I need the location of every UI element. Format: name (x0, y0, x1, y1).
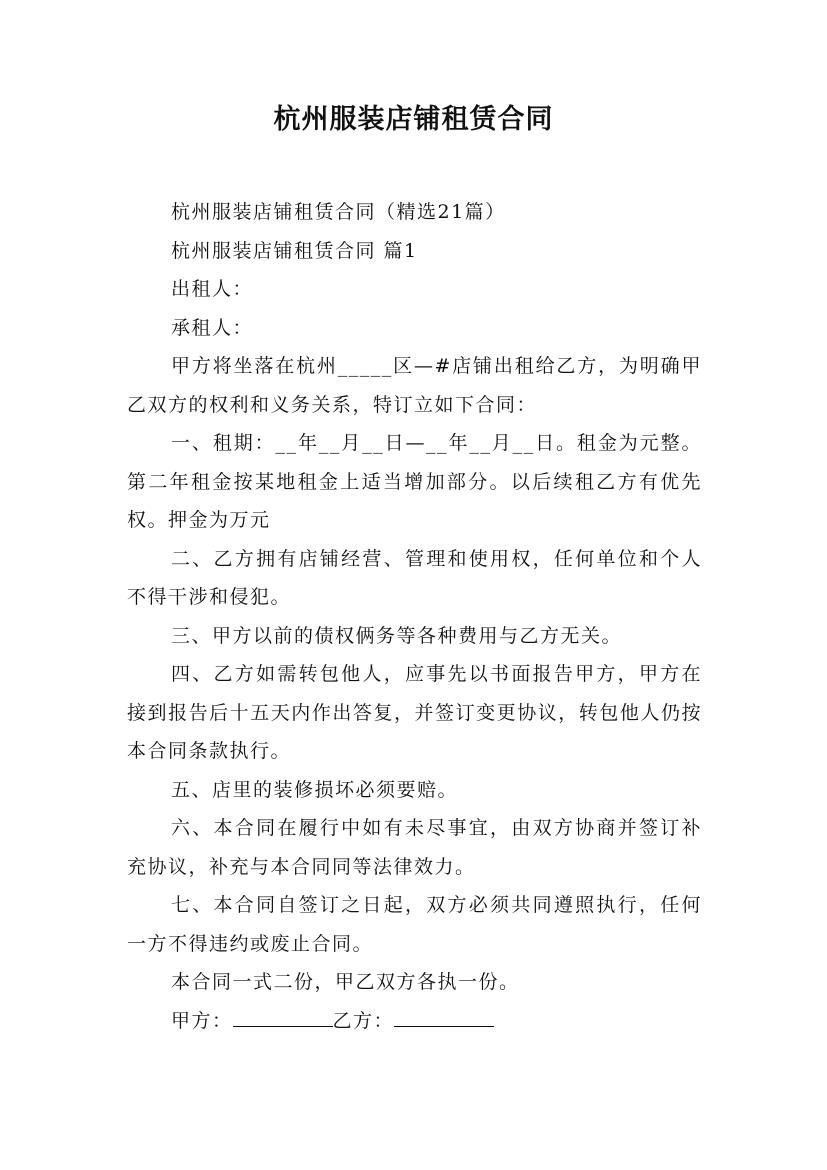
paragraph-copies: 本合同一式二份，甲乙双方各执一份。 (171, 971, 520, 993)
paragraph-clause-6: 六、本合同在履行中如有未尽事宜，由双方协商并签订补充协议，补充与本合同同等法律效力。 (127, 817, 702, 878)
party-b-blank (394, 1006, 494, 1027)
paragraph-clause-2: 二、乙方拥有店铺经营、管理和使用权，任何单位和个人不得干涉和侵犯。 (127, 547, 702, 608)
paragraph-clause-4: 四、乙方如需转包他人，应事先以书面报告甲方，甲方在接到报告后十五天内作出答复，并签订变更协议，转包他人仍按本合同条款执行。 (127, 663, 702, 762)
party-a-blank (233, 1006, 333, 1027)
party-a-label: 甲方： (171, 1009, 233, 1032)
paragraph-clause-5: 五、店里的装修损坏必须要赔。 (171, 778, 459, 801)
document-title: 杭州服装店铺租赁合同 (273, 104, 554, 135)
paragraph-clause-7: 七、本合同自签订之日起，双方必须共同遵照执行，任何一方不得违约或废止合同。 (127, 894, 702, 955)
paragraph-lessor: 出租人： (171, 278, 254, 300)
party-b-label: 乙方： (332, 1009, 395, 1032)
signature-line (127, 1002, 702, 1041)
paragraph-section-heading: 杭州服装店铺租赁合同 篇1 (171, 239, 418, 262)
paragraph-subtitle: 杭州服装店铺租赁合同（精选21篇） (171, 201, 506, 223)
paragraph-intro: 甲方将坐落在杭州_____区—#店铺出租给乙方，为明确甲乙双方的权利和义务关系，特订立如下合同： (127, 355, 702, 416)
paragraph-lessee: 承租人： (171, 316, 254, 339)
paragraph-clause-1: 一、租期：__年__月__日—__年__月__日。租金为元整。第二年租金按某地租金上适当增加部分。以后续租乙方有优先权。押金为万元 (127, 432, 702, 531)
document-body (127, 193, 702, 1040)
paragraph-clause-3: 三、甲方以前的债权俩务等各种费用与乙方无关。 (171, 624, 623, 647)
